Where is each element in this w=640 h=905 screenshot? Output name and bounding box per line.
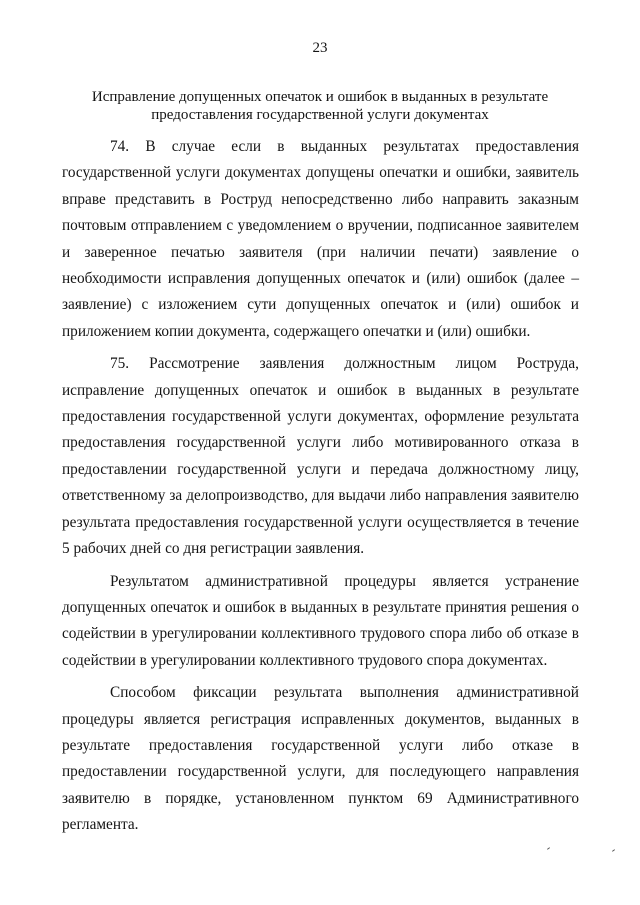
- paragraph-result: Результатом административной процедуры является устранение допущенных опечаток и ошибок в выданных в результате принятия решения о содействии в урегулировании коллективного трудового спора либо об отказе в содействии в урегулировании коллективного трудового спора документах.: [62, 572, 579, 669]
- paragraph-74: 74. В случае если в выданных результатах предоставления государственной услуги документах допущены опечатки и ошибки, заявитель вправе представить в Роструд непосредственно либо направить заказным почтовым отправлением с уведомлением о вручении, подписанное заявителем и заверенное печатью заявителя (при наличии печати) заявление о необходимости исправления допущенных опечаток и (или) ошибок (далее – заявление) с изложением сути допущенных опечаток и (или) ошибок и приложением копии документа, содержащего опечатки и (или) ошибки.: [62, 138, 579, 340]
- scan-mark: [612, 849, 615, 852]
- section-heading-line-1: Исправление допущенных опечаток и ошибок в выданных в результате: [91, 89, 549, 105]
- paragraph-75: 75. Рассмотрение заявления должностным лицом Роструда, исправление допущенных опечаток и ошибок в выданных в результате предоставления государственной услуги документах, оформление результата предоставления государственной услуги либо мотивированного отказа в предоставлении государственной услуги и передача должностному лицу, ответственному за делопроизводство, для выдачи либо направления заявителю результата предоставления государственной услуги осуществляется в течение 5 рабочих дней со дня регистрации заявления.: [62, 355, 579, 558]
- section-heading: [60, 88, 580, 124]
- document-body: [62, 134, 579, 839]
- section-heading-line-2: предоставления государственной услуги документах: [151, 107, 489, 123]
- scan-mark: [547, 847, 550, 850]
- paragraph-fixation: Способом фиксации результата выполнения административной процедуры является регистрация исправленных документов, выданных в результате предоставления государственной услуги либо отказе в предоставлении государственной услуги, для последующего направления заявителю в порядке, установленном пунктом 69 Административного регламента.: [62, 684, 579, 834]
- page-number: 23: [312, 40, 328, 56]
